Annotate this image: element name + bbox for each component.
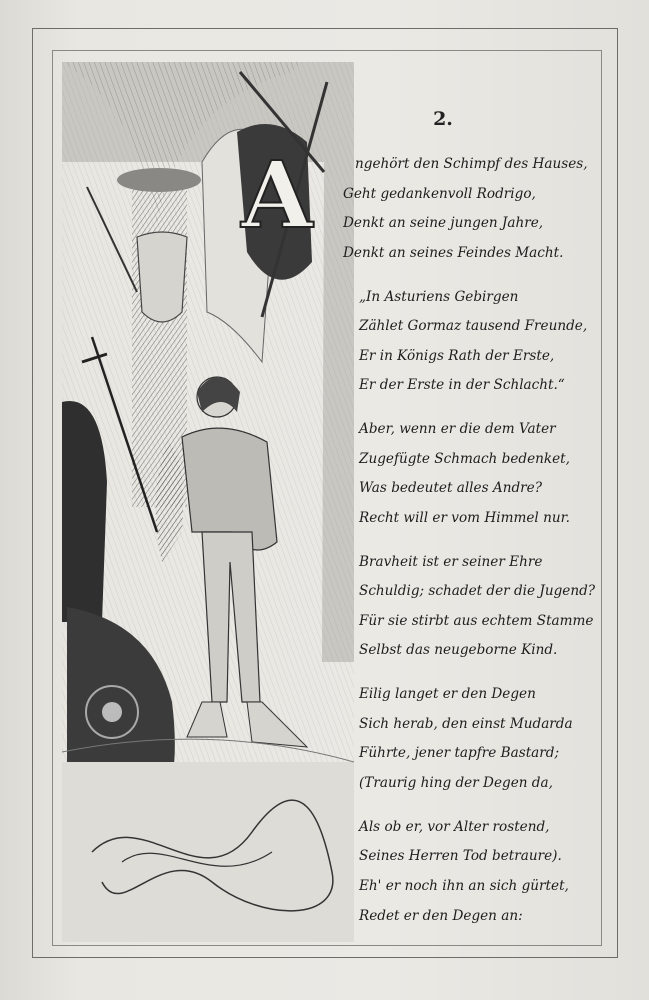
verse-line: Zählet Gormaz tausend Freunde, xyxy=(359,318,588,335)
verse-line: Als ob er, vor Alter rostend, xyxy=(359,818,550,835)
stanza-6 xyxy=(343,813,598,931)
verse-line: Sich herab, den einst Mudarda xyxy=(359,715,573,732)
verse-line: Bravheit ist er seiner Ehre xyxy=(359,553,543,570)
verse-line: Für sie stirbt aus echtem Stamme xyxy=(359,612,594,629)
verse-line: ngehört den Schimpf des Hauses, xyxy=(355,156,588,172)
stanza-5 xyxy=(343,680,598,798)
stanza-1 xyxy=(343,150,598,268)
verse-line: Aber, wenn er die dem Vater xyxy=(359,421,556,438)
verse-line: Seines Herren Tod betraure). xyxy=(359,848,562,865)
verse-line: Er in Königs Rath der Erste, xyxy=(359,347,555,364)
verse-line: Geht gedankenvoll Rodrigo, xyxy=(343,185,536,202)
verse-line: Denkt an seines Feindes Macht. xyxy=(343,244,564,261)
verse-line: Eilig langet er den Degen xyxy=(359,686,536,703)
drop-cap: A xyxy=(241,141,313,249)
verse-line: Zugefügte Schmach bedenket, xyxy=(359,450,570,467)
verse-line: Er der Erste in der Schlacht.“ xyxy=(359,377,565,394)
verse-line: Redet er den Degen an: xyxy=(359,907,523,924)
verse-line: (Traurig hing der Degen da, xyxy=(359,775,553,792)
poem-text xyxy=(343,150,598,945)
verse-line: Denkt an seine jungen Jahre, xyxy=(343,215,544,232)
verse-line: „In Asturiens Gebirgen xyxy=(359,288,519,305)
page-number: 2. xyxy=(433,108,453,130)
stanza-2 xyxy=(343,283,598,401)
verse-line: Schuldig; schadet der die Jugend? xyxy=(359,583,596,600)
engraving-illustration xyxy=(62,62,354,942)
stanza-3 xyxy=(343,415,598,533)
verse-line: Recht will er vom Himmel nur. xyxy=(359,509,570,526)
verse-line: Selbst das neugeborne Kind. xyxy=(359,642,558,659)
verse-line: Eh' er noch ihn an sich gürtet, xyxy=(359,878,569,894)
verse-line: Führte, jener tapfre Bastard; xyxy=(359,745,560,762)
verse-line: Was bedeutet alles Andre? xyxy=(359,480,542,497)
stanza-4 xyxy=(343,548,598,666)
